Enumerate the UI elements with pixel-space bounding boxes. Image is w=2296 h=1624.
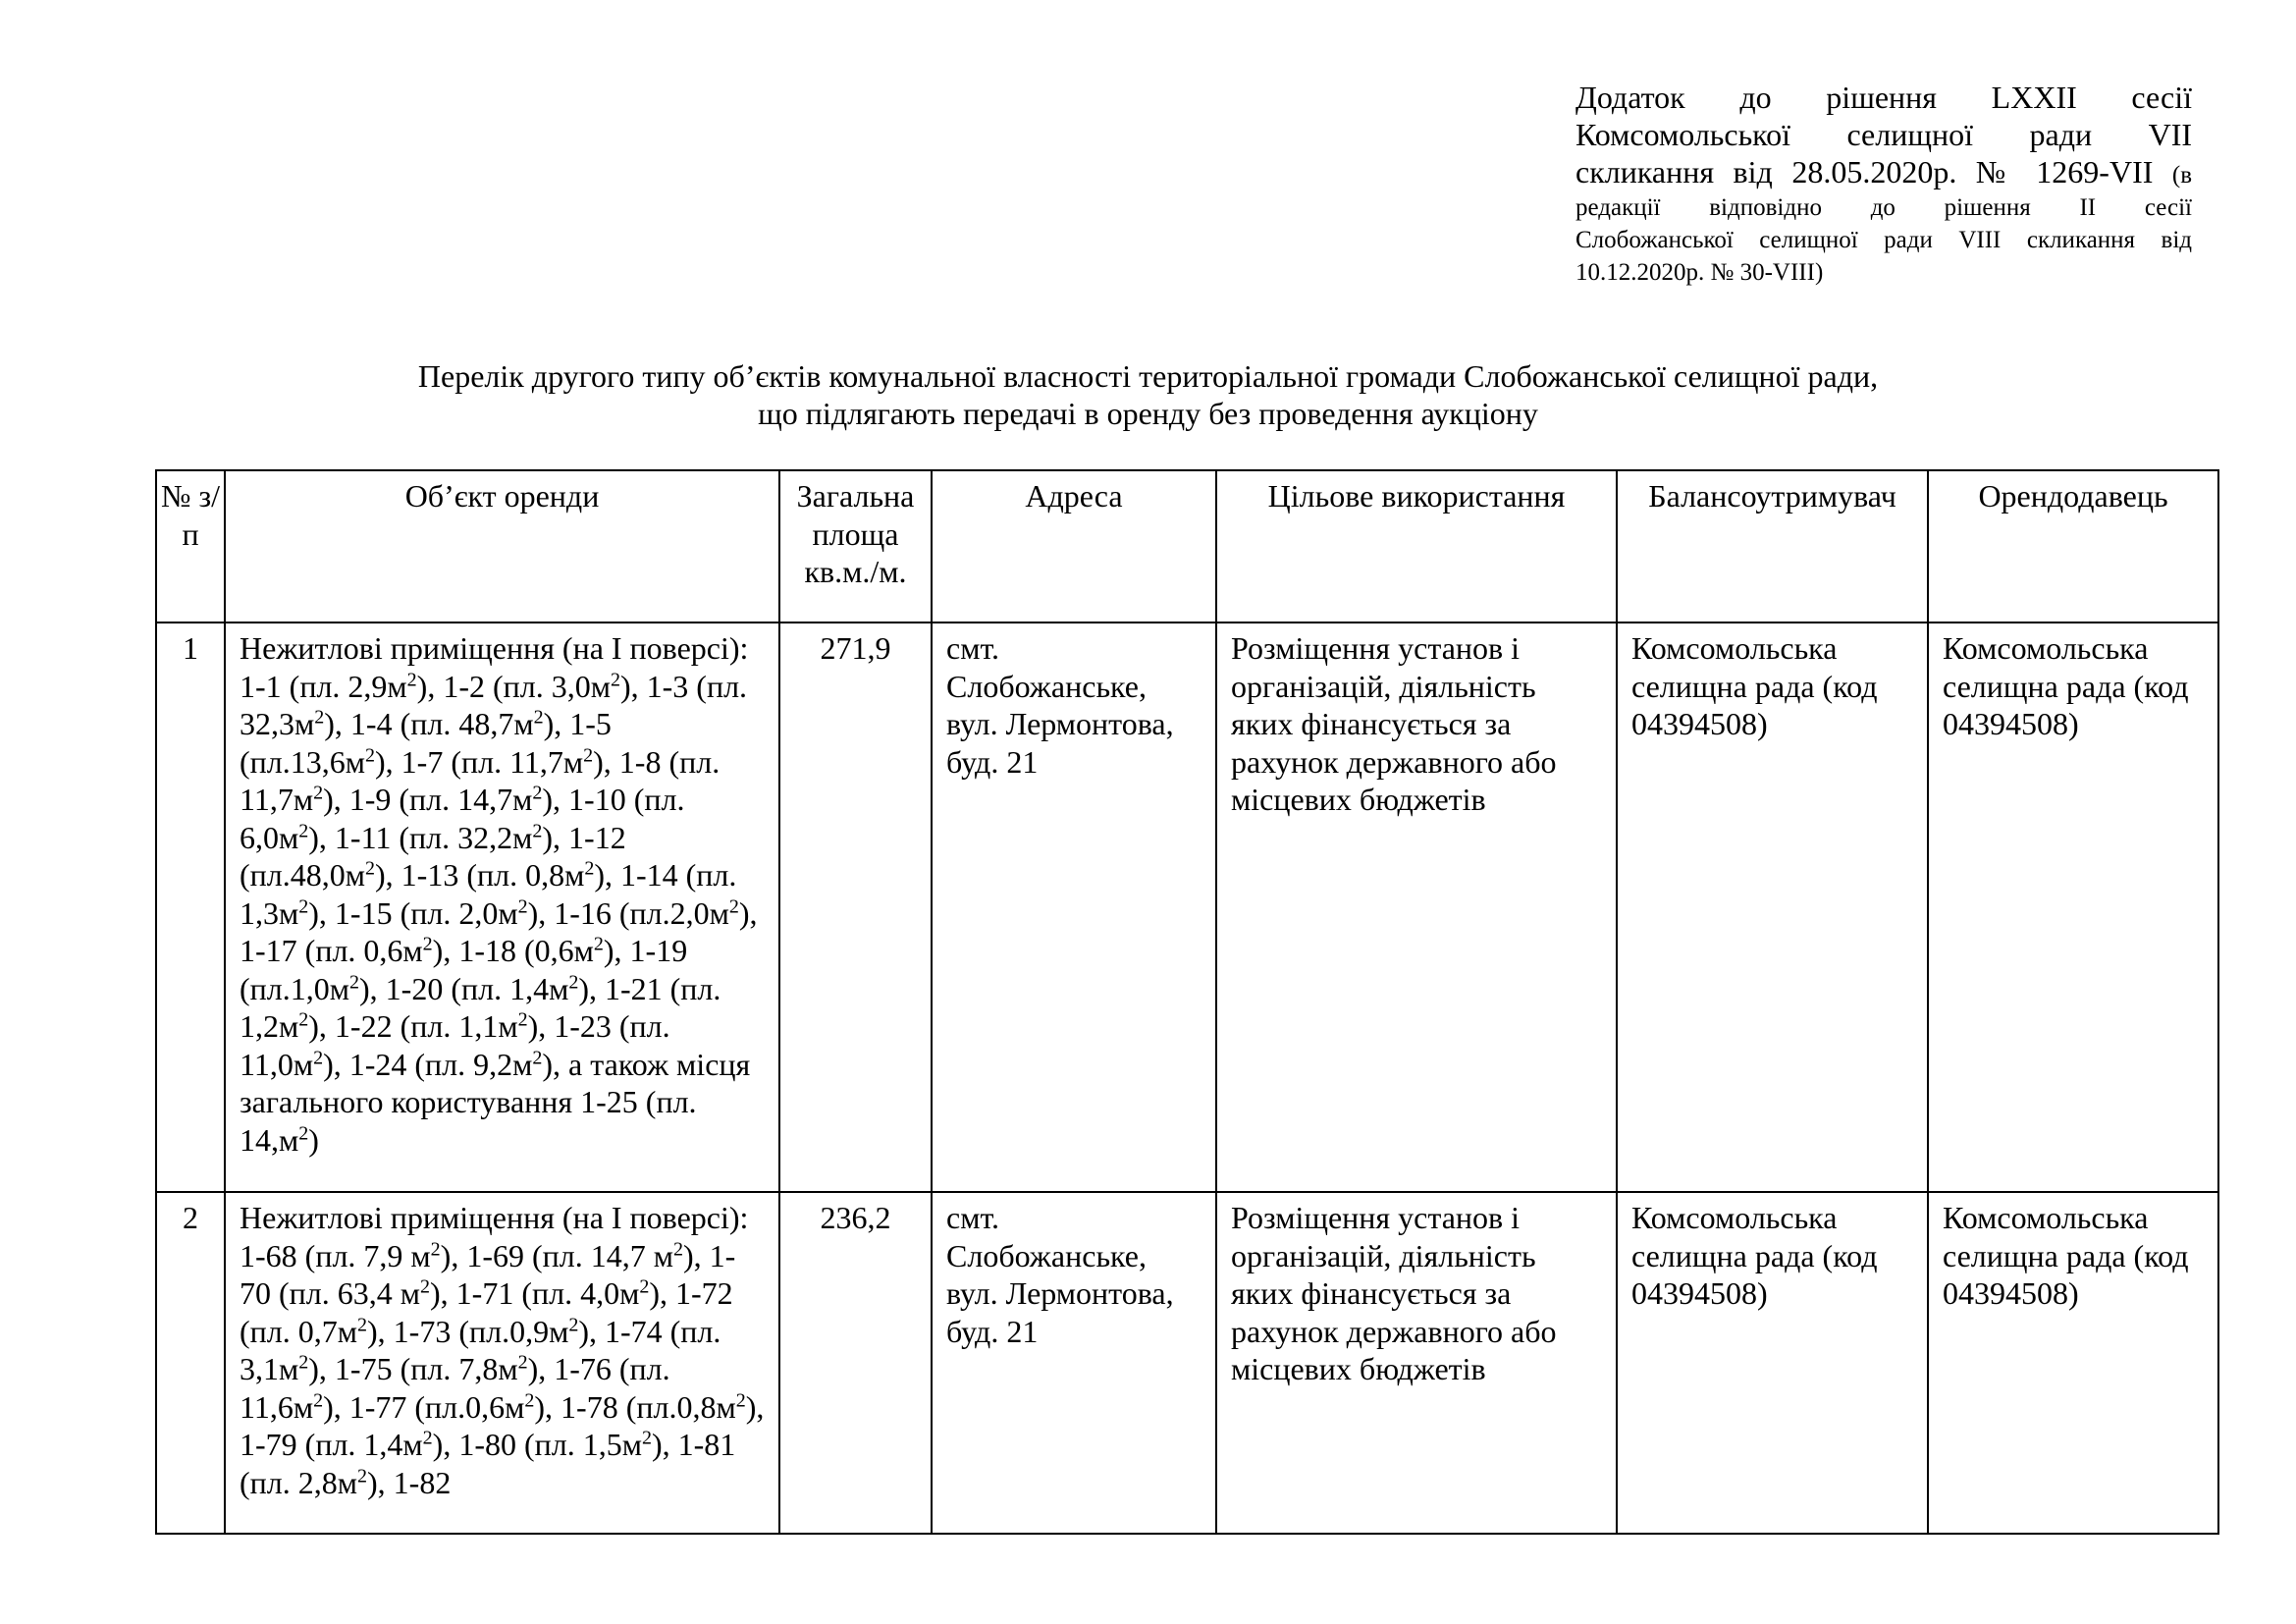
header-lessor: Орендодавець [1928,470,2218,623]
row-lessor: Комсомольська селищна рада (код 04394508) [1928,1192,2218,1534]
row-area: 236,2 [779,1192,932,1534]
appendix-line-4: редакції відповідно до рішення II сесії [1575,194,2192,221]
title-line-2: що підлягають передачі в оренду без проведення аукціону [758,396,1538,431]
table-header-row [156,470,2218,623]
header-object: Об’єкт оренди [225,470,779,623]
row-balance-holder: Комсомольська селищна рада (код 04394508) [1617,623,1928,1192]
title-line-1: Перелік другого типу об’єктів комунальної власності територіальної громади Слобожанської селищної ради, [417,358,1879,394]
row-area: 271,9 [779,623,932,1192]
appendix-line-6: 10.12.2020р. № 30-VIII) [1575,259,1824,286]
row-lessor: Комсомольська селищна рада (код 04394508) [1928,623,2218,1192]
row-object: Нежитлові приміщення (на I поверсі): 1-68 (пл. 7,9 $м^2$), 1-69 (пл. 14,7 $м^2$), 1-70 (пл. 63,4 $м^2$), 1-71 (пл. $4,0м^2$), 1-72 (пл. $0,7м^2$), 1-73 $(пл.0,9м^2)$, 1-74 (пл. $3,1м^2$), 1-75 (пл. $7,8м^2$), 1-76 (пл. $11,6м^2$), 1-77 $(пл.0,6м^2)$, 1-78 $(пл.0,8м^2)$, 1-79 (пл. $1,4м^2$), 1-80 (пл. $1,5м^2$), 1-81 (пл. $2,8м^2$), 1-82 [225,1192,779,1534]
header-address: Адреса [932,470,1216,623]
row-purpose: Розміщення установ і організацій, діяльність яких фінансується за рахунок державного або місцевих бюджетів [1216,1192,1617,1534]
row-balance-holder: Комсомольська селищна рада (код 04394508) [1617,1192,1928,1534]
table-row [156,623,2218,1192]
appendix-line-3-small: (в [2171,162,2193,189]
row-address: смт. Слобожанське, вул. Лермонтова, буд. 21 [932,623,1216,1192]
appendix-line-3-main: скликання від 28.05.2020р. № 1269-VII [1575,154,2154,189]
row-num: 2 [156,1192,225,1534]
header-area: Загальна площа кв.м./м. [779,470,932,623]
document-title [0,357,2296,432]
table-row [156,1192,2218,1534]
header-balance-holder: Балансоутримувач [1617,470,1928,623]
row-purpose: Розміщення установ і організацій, діяльність яких фінансується за рахунок державного або місцевих бюджетів [1216,623,1617,1192]
appendix-line-5: Слобожанської селищної ради VIII скликання від [1575,227,2192,253]
row-object: Нежитлові приміщення (на I поверсі): 1-1 (пл. $2,9м^2$), 1-2 (пл. $3,0м^2$), 1-3 (пл. $32,3м^2$), 1-4 (пл. $48,7м^2$), 1-5 $(пл.13,6м^2)$, 1-7 (пл. $11,7м^2$), 1-8 (пл. $11,7м^2$), 1-9 (пл. $14,7м^2$), 1-10 (пл. $6,0м^2$), 1-11 (пл. $32,2м^2$), 1-12 $(пл.48,0м^2)$, 1-13 (пл. $0,8м^2$), 1-14 (пл. $1,3м^2$), 1-15 (пл. $2,0м^2$), 1-16 $(пл.2,0м^2)$, 1-17 (пл. $0,6м^2$), 1-18 $(0,6м^2)$, 1-19 $(пл.1,0м^2)$, 1-20 (пл. $1,4м^2$), 1-21 (пл. $1,2м^2$), 1-22 (пл. $1,1м^2$), 1-23 (пл. $11,0м^2$), 1-24 (пл. $9,2м^2$), а також місця загального користування 1-25 (пл. $14,м^2$) [225,623,779,1192]
row-num: 1 [156,623,225,1192]
header-num: № з/п [156,470,225,623]
header-purpose: Цільове використання [1216,470,1617,623]
row-address: смт. Слобожанське, вул. Лермонтова, буд. 21 [932,1192,1216,1534]
appendix-line-3 [1575,153,2192,191]
appendix-line-2: Комсомольської селищної ради VII [1575,117,2192,152]
appendix-note [1575,79,2192,289]
appendix-line-1: Додаток до рішення LXXII сесії [1575,80,2192,115]
lease-objects-table [155,469,2219,1535]
